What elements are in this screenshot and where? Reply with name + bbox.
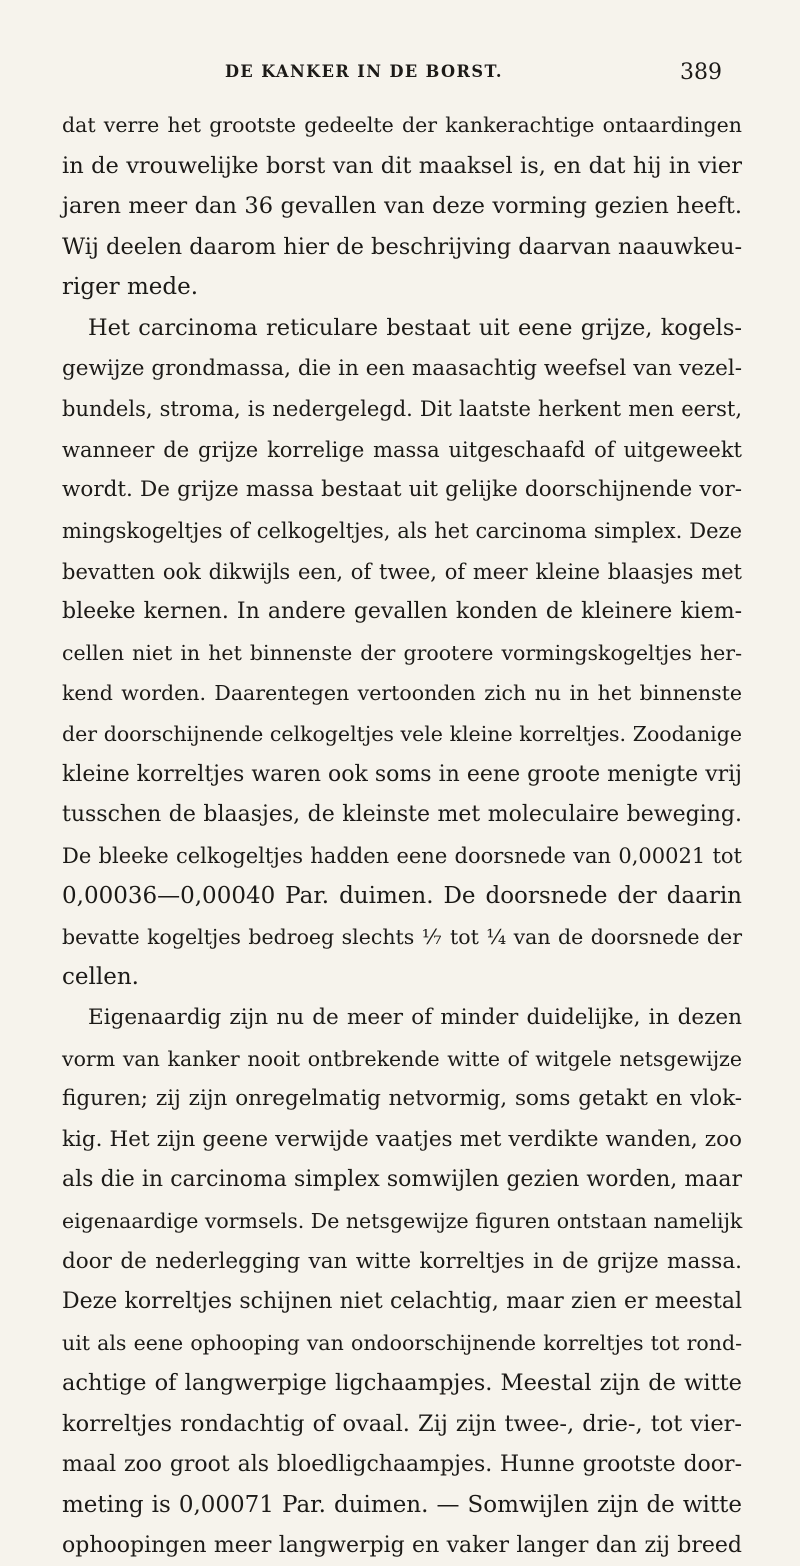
text-line: De bleeke celkogeltjes hadden eene doorsnede van 0,00021 tot bbox=[62, 843, 742, 868]
text-line: door de nederlegging van witte korreltjes in de grijze massa. bbox=[62, 1248, 742, 1274]
text-line: bevatten ook dikwijls een, of twee, of meer kleine blaasjes met bbox=[62, 559, 742, 584]
text-line: meting is 0,00071 Par. duimen. — Somwijlen zijn de witte bbox=[62, 1492, 742, 1519]
text-line: riger mede. bbox=[62, 274, 199, 301]
text-line: achtige of langwerpige ligchaampjes. Meestal zijn de witte bbox=[62, 1370, 742, 1397]
text-line: 0,00036—0,00040 Par. duimen. De doorsnede der daarin bbox=[62, 883, 742, 910]
text-line: figuren; zij zijn onregelmatig netvormig, soms getakt en vlok- bbox=[62, 1086, 742, 1112]
body-text bbox=[62, 105, 742, 1566]
text-line: kleine korreltjes waren ook soms in eene groote menigte vrij bbox=[62, 761, 742, 787]
text-line: wanneer de grijze korrelige massa uitgeschaafd of uitgeweekt bbox=[62, 437, 742, 462]
text-line: mingskogeltjes of celkogeltjes, als het carcinoma simplex. Deze bbox=[62, 518, 742, 543]
text-line: eigenaardige vormsels. De netsgewijze figuren ontstaan namelijk bbox=[62, 1209, 743, 1234]
text-line: maal zoo groot als bloedligchaampjes. Hunne grootste door- bbox=[62, 1451, 742, 1477]
text-line: bevatte kogeltjes bedroeg slechts ⅐ tot ¼ van de doorsnede der bbox=[62, 924, 742, 949]
text-line: als die in carcinoma simplex somwijlen gezien worden, maar bbox=[62, 1167, 742, 1193]
text-line: ophoopingen meer langwerpig en vaker langer dan zij breed bbox=[62, 1532, 742, 1558]
text-line: cellen niet in het binnenste der grootere vormingskogeltjes her- bbox=[62, 640, 742, 665]
text-line: bleeke kernen. In andere gevallen konden de kleinere kiem- bbox=[62, 599, 742, 625]
text-line: vorm van kanker nooit ontbrekende witte of witgele netsgewijze bbox=[62, 1046, 742, 1071]
text-line: Het carcinoma reticulare bestaat uit eene grijze, kogels- bbox=[88, 314, 742, 341]
text-line: dat verre het grootste gedeelte der kankerachtige ontaardingen bbox=[62, 113, 742, 137]
text-line: kig. Het zijn geene verwijde vaatjes met verdikte wanden, zoo bbox=[62, 1126, 742, 1152]
text-line: der doorschijnende celkogeltjes vele kleine korreltjes. Zoodanige bbox=[62, 721, 742, 746]
running-head: DE KANKER IN DE BORST. bbox=[225, 62, 503, 82]
text-line: jaren meer dan 36 gevallen van deze vorming gezien heeft. bbox=[62, 193, 742, 220]
text-line: in de vrouwelijke borst van dit maaksel is, en dat hij in vier bbox=[62, 152, 742, 179]
text-line: uit als eene ophooping van ondoorschijnende korreltjes tot rond- bbox=[62, 1330, 742, 1355]
text-line: tusschen de blaasjes, de kleinste met moleculaire beweging. bbox=[62, 802, 742, 828]
text-line: cellen. bbox=[62, 964, 139, 991]
page-number: 389 bbox=[680, 60, 722, 85]
text-line: wordt. De grijze massa bestaat uit gelijke doorschijnende vor- bbox=[62, 477, 742, 503]
text-line: gewijze grondmassa, die in een maasachtig weefsel van vezel- bbox=[62, 355, 742, 381]
text-line: Eigenaardig zijn nu de meer of minder duidelijke, in dezen bbox=[88, 1005, 742, 1031]
text-line: korreltjes rondachtig of ovaal. Zij zijn twee-, drie-, tot vier- bbox=[62, 1411, 742, 1437]
text-line: kend worden. Daarentegen vertoonden zich nu in het binnenste bbox=[62, 681, 742, 706]
page-header bbox=[0, 62, 800, 92]
text-line: bundels, stroma, is nedergelegd. Dit laatste herkent men eerst, bbox=[62, 397, 742, 422]
text-line: Wij deelen daarom hier de beschrijving daarvan naauwkeu- bbox=[62, 233, 743, 260]
text-line: Deze korreltjes schijnen niet celachtig, maar zien er meestal bbox=[62, 1289, 742, 1315]
